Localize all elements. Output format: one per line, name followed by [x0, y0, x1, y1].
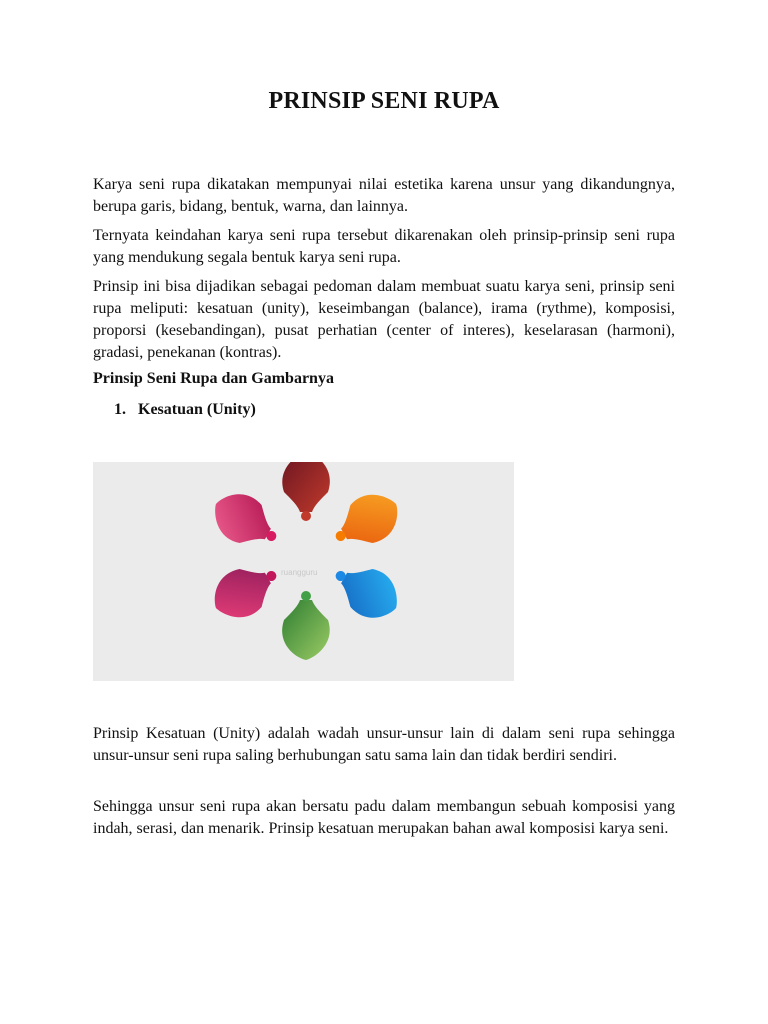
figure-top [282, 462, 330, 521]
figure-lower-left [204, 553, 288, 629]
paragraph-beauty: Ternyata keindahan karya seni rupa tersebut dikarenakan oleh prinsip-prinsip seni rupa yang mendukung segala bentuk karya seni rupa. [93, 227, 675, 266]
unity-people-circle-illustration [93, 462, 514, 681]
list-item-unity [114, 401, 256, 419]
list-item-label: Kesatuan (Unity) [138, 401, 256, 418]
figure-upper-right [324, 483, 408, 559]
paragraph-unity-composition: Sehingga unsur seni rupa akan bersatu padu dalam membangun sebuah komposisi yang indah, serasi, dan menarik. Prinsip kesatuan merupakan bahan awal komposisi karya seni. [93, 798, 675, 837]
page-title: PRINSIP SENI RUPA [268, 88, 500, 114]
figure-upper-left [204, 483, 288, 559]
figure-lower-right [324, 553, 408, 629]
paragraph-principles-list: Prinsip ini bisa dijadikan sebagai pedoman dalam membuat suatu karya seni, prinsip seni rupa meliputi: kesatuan (unity), keseimbangan (balance), irama (rythme), komposisi, proporsi (kesebandingan), pusat perhatian (center of interes), keselarasan (harmoni), gradasi, penekanan (kontras). [93, 278, 675, 361]
paragraph-unity-definition: Prinsip Kesatuan (Unity) adalah wadah unsur-unsur lain di dalam seni rupa sehingga unsur-unsur seni rupa saling berhubungan satu sama lain dan tidak berdiri sendiri. [93, 725, 675, 764]
figure-bottom [282, 591, 330, 660]
image-watermark: ruangguru [281, 568, 318, 577]
list-item-number: 1. [114, 401, 126, 418]
unity-figure-image [93, 462, 514, 681]
section-heading: Prinsip Seni Rupa dan Gambarnya [93, 370, 334, 387]
paragraph-intro: Karya seni rupa dikatakan mempunyai nilai estetika karena unsur yang dikandungnya, berupa garis, bidang, bentuk, warna, dan lainnya. [93, 176, 675, 215]
